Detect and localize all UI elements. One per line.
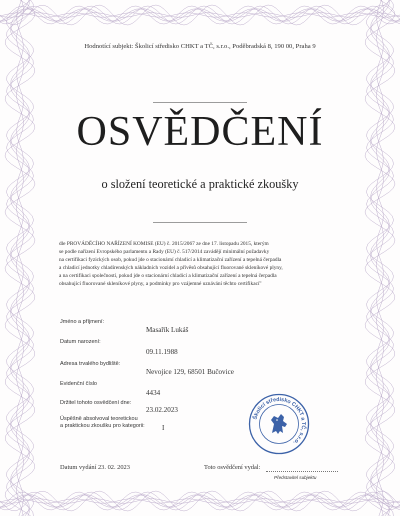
issue-date: Datum vydání 23. 02. 2023: [60, 464, 130, 471]
representative-label: Představitel subjektu: [274, 475, 317, 480]
legal-line: obsahující fluorované skleníkové plyny, a podmínky pro vzájemné uznávání těchto certifikací": [59, 281, 262, 288]
name-value: Masařík Lukáš: [146, 326, 189, 334]
evaluating-subject: Hodnotící subjekt: Školicí středisko CHKT a TČ, s.r.o., Poděbradská 8, 190 00, Praha 9: [84, 43, 316, 50]
certificate-body: [38, 28, 362, 488]
official-stamp: [248, 393, 310, 455]
holder-date-label: Držitel tohoto osvědčení dne:: [60, 400, 132, 406]
stamp-text: Školicí středisko CHKT a TČ, s.r.o.: [252, 396, 307, 446]
signature-line: [266, 471, 338, 472]
address-label: Adresa trvalého bydliště:: [60, 361, 121, 367]
legal-line: se podle nařízení Evropského parlamentu a Rady (EU) č. 517/2014 zavádějí minimální požadavky: [59, 249, 270, 256]
category-label-line-1: Úspěšně absolvoval teoretickou: [60, 416, 138, 422]
legal-basis: [59, 240, 341, 289]
name-label: Jméno a příjmení:: [60, 319, 105, 325]
certificate-title: OSVĚDČENÍ: [76, 109, 324, 155]
middle-divider: [153, 222, 247, 223]
category-value: I: [162, 424, 165, 432]
legal-line: na certifikaci fyzických osob, pokud jde o stacionární chladicí a klimatizační zařízení a tepelná čerpadla: [59, 257, 282, 264]
top-divider: [153, 102, 247, 103]
legal-line: a na certifikaci společností, pokud jde o stacionární chladicí a klimatizační zařízení a tepelná čerpadla: [59, 273, 277, 280]
dob-label: Datum narození:: [60, 339, 101, 345]
category-label-line-2: a praktickou zkoušku pro kategorii:: [60, 423, 145, 429]
address-value: Nevojice 129, 68501 Bučovice: [146, 368, 234, 376]
legal-line: a chladicí jednotky chladírenských nákladních vozidel a přívěsů obsahující fluorované skleníkové plyny,: [59, 265, 283, 272]
holder-date-value: 23.02.2023: [146, 406, 178, 414]
record-number-value: 4434: [146, 389, 161, 397]
dob-value: 09.11.1988: [146, 348, 178, 356]
issued-by-label: Toto osvědčení vydal:: [204, 464, 261, 471]
legal-line: dle PROVÁDĚCÍHO NAŘÍZENÍ KOMISE (EU) č. 2015/2067 ze dne 17. listopadu 2015, kterým: [59, 241, 269, 247]
record-number-label: Evidenční číslo: [60, 381, 97, 387]
certificate-subtitle: o složení teoretické a praktické zkoušky: [101, 177, 299, 191]
